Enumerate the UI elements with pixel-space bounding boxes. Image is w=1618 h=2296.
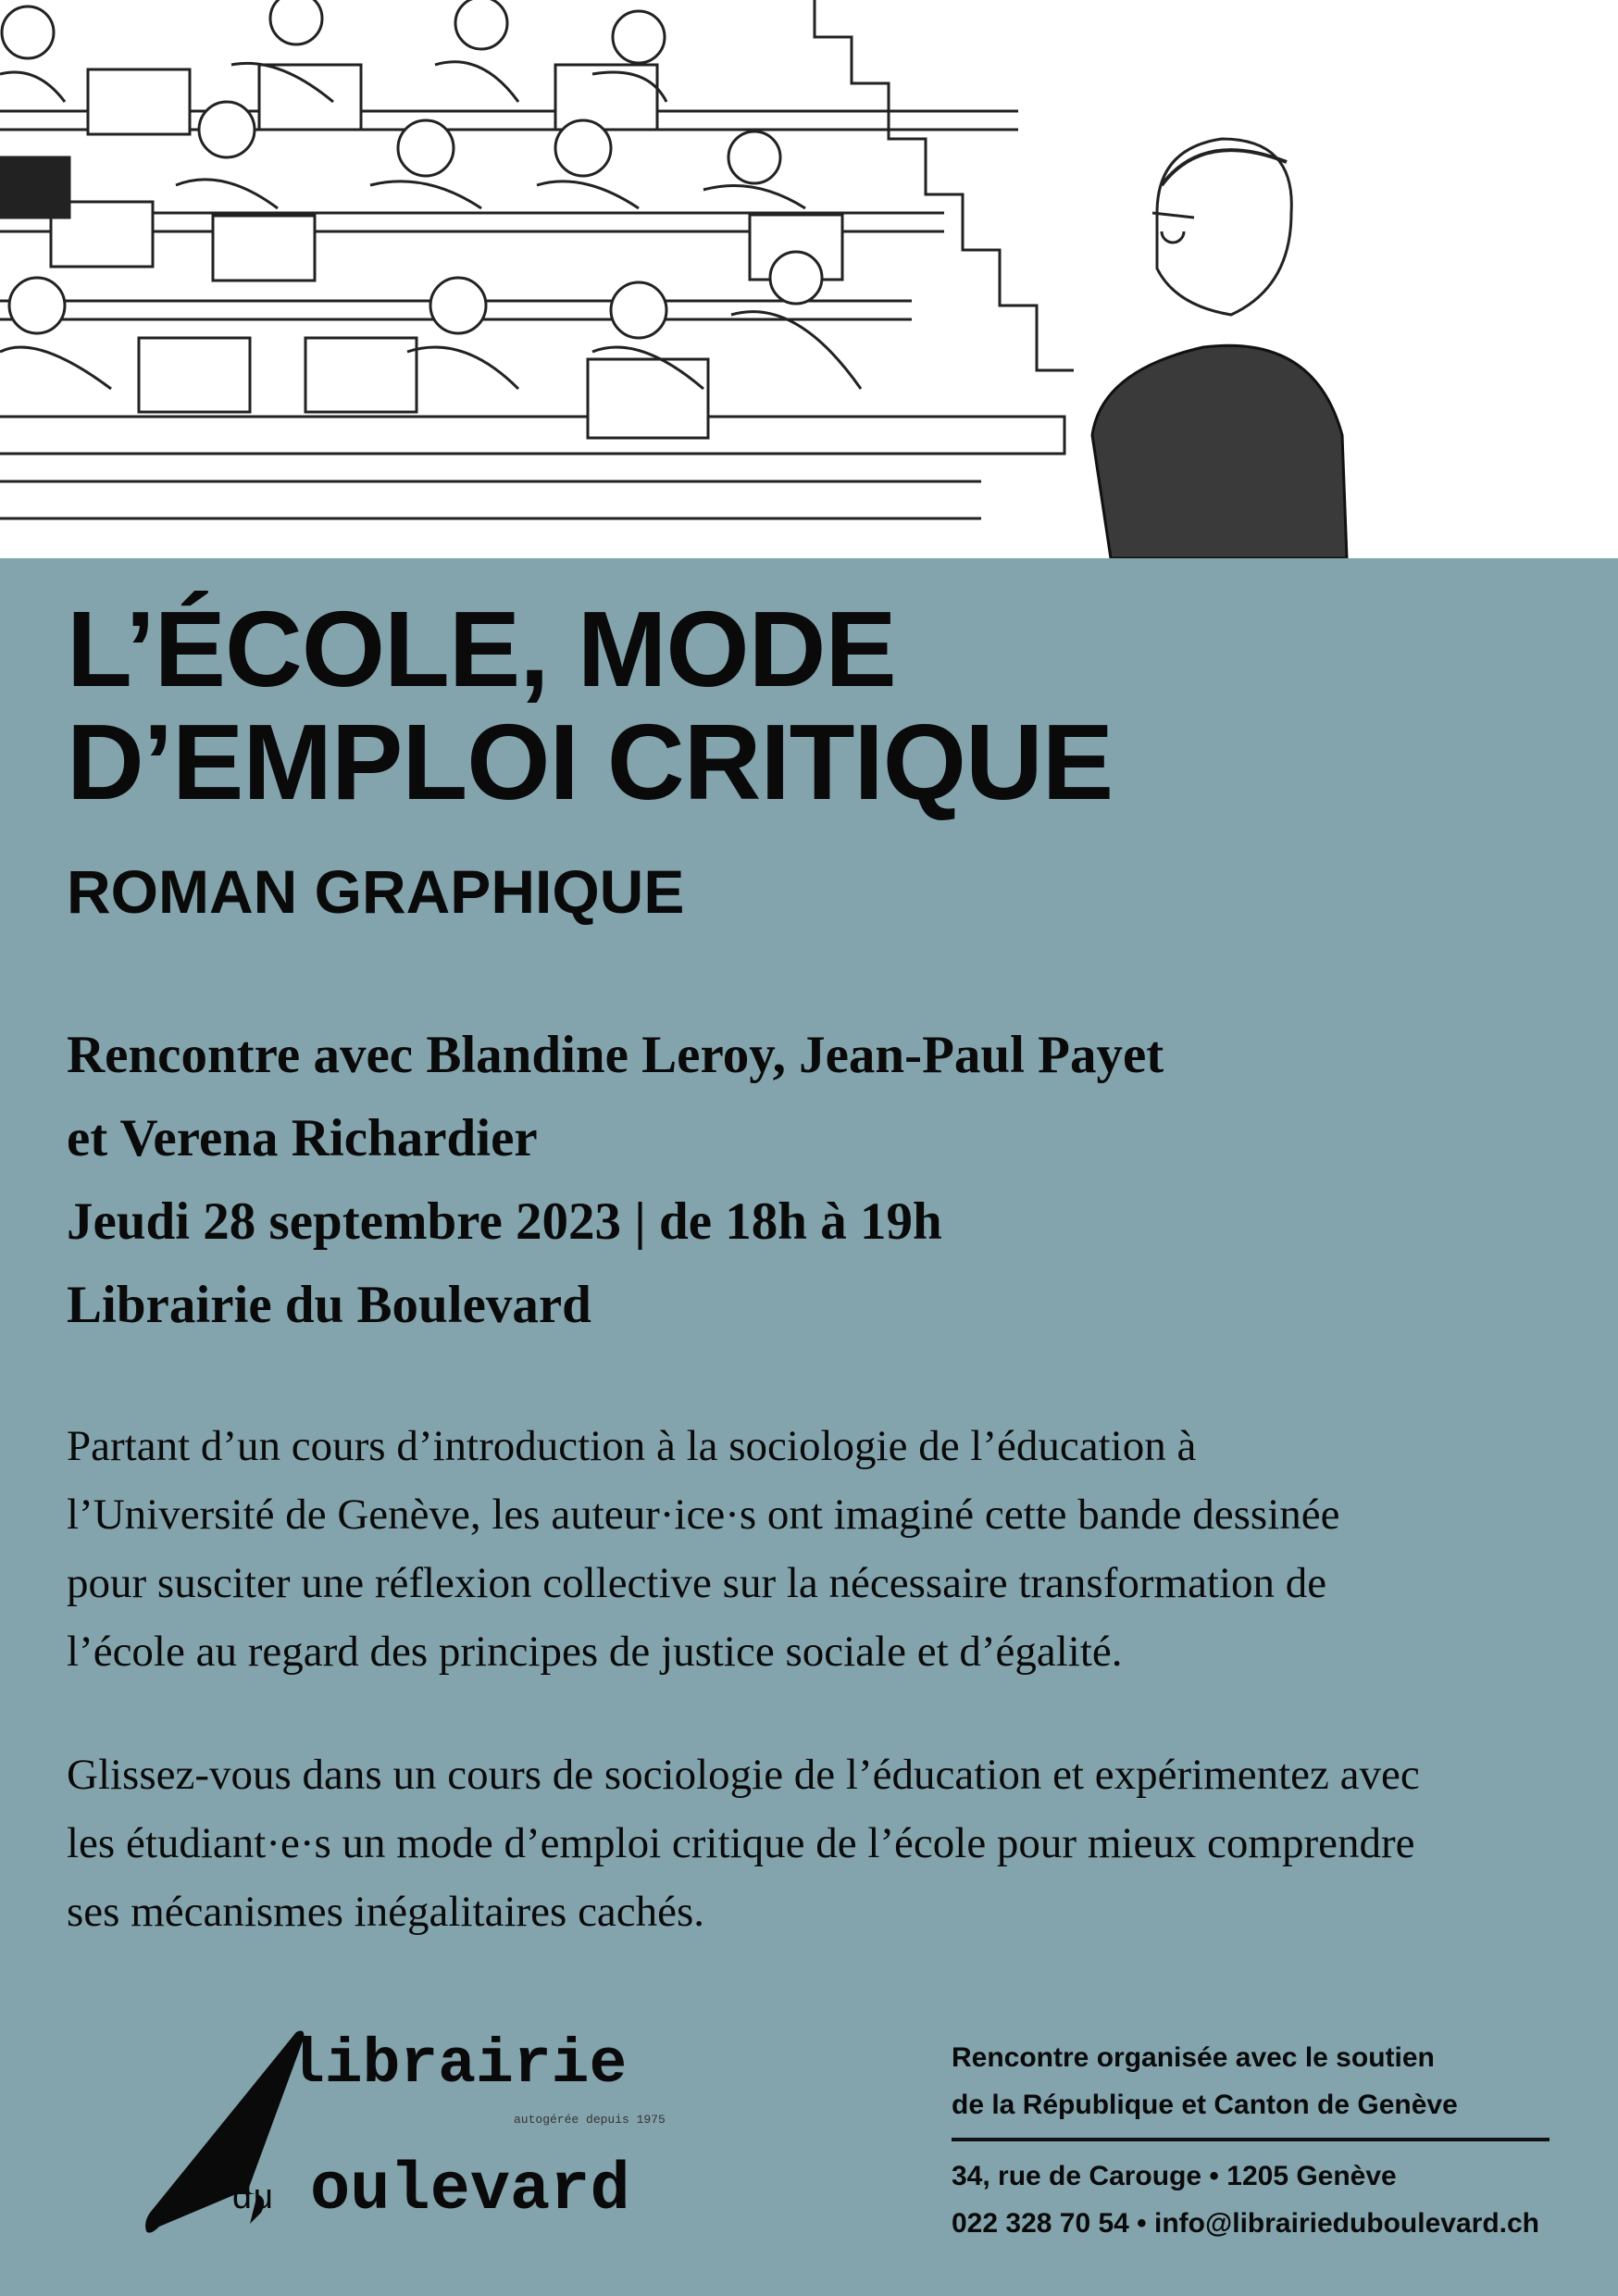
poster-title xyxy=(67,589,1114,822)
logo-tagline: autogérée depuis 1975 xyxy=(514,2113,666,2127)
classroom-illustration xyxy=(0,0,1618,558)
logo-stroke-icon xyxy=(145,2031,304,2233)
text-line: l’école au regard des principes de justice sociale et d’égalité. xyxy=(67,1628,1123,1676)
contact-info[interactable]: 022 328 70 54 • info@librairieduboulevard.ch xyxy=(952,2208,1539,2239)
address: 34, rue de Carouge • 1205 Genève xyxy=(952,2161,1397,2191)
description-paragraph-1 xyxy=(67,1412,1566,1686)
event-venue: Librairie du Boulevard xyxy=(67,1276,591,1334)
footer-info xyxy=(952,2034,1550,2247)
support-line-2: de la République et Canton de Genève xyxy=(952,2090,1458,2120)
text-line: Glissez-vous dans un cours de sociologie de l’éducation et expérimentez avec xyxy=(67,1751,1420,1799)
librairie-du-boulevard-logo xyxy=(139,2028,703,2240)
event-details xyxy=(67,1014,1164,1347)
event-speakers-line-2: et Verena Richardier xyxy=(67,1109,538,1167)
footer-divider xyxy=(952,2138,1550,2141)
title-line-1: L’ÉCOLE, MODE xyxy=(67,589,896,709)
description-paragraph-2 xyxy=(67,1741,1566,1946)
text-line: les étudiant·e·s un mode d’emploi critique de l’école pour mieux comprendre xyxy=(67,1819,1415,1867)
event-date: Jeudi 28 septembre 2023 | de 18h à 19h xyxy=(67,1192,942,1251)
support-line-1: Rencontre organisée avec le soutien xyxy=(952,2042,1435,2073)
logo-word-librairie: librairie xyxy=(287,2029,628,2101)
event-speakers-line-1: Rencontre avec Blandine Leroy, Jean-Paul Payet xyxy=(67,1026,1164,1084)
text-line: l’Université de Genève, les auteur·ice·s ont imaginé cette bande dessinée xyxy=(67,1491,1340,1539)
logo-word-du: du xyxy=(231,2179,274,2219)
subtitle: ROMAN GRAPHIQUE xyxy=(67,857,685,926)
title-line-2: D’EMPLOI CRITIQUE xyxy=(67,702,1114,822)
text-line: Partant d’un cours d’introduction à la sociologie de l’éducation à xyxy=(67,1422,1197,1470)
text-line: pour susciter une réflexion collective sur la nécessaire transformation de xyxy=(67,1559,1327,1607)
text-line: ses mécanismes inégalitaires cachés. xyxy=(67,1888,705,1936)
logo-word-boulevard: oulevard xyxy=(310,2152,630,2228)
